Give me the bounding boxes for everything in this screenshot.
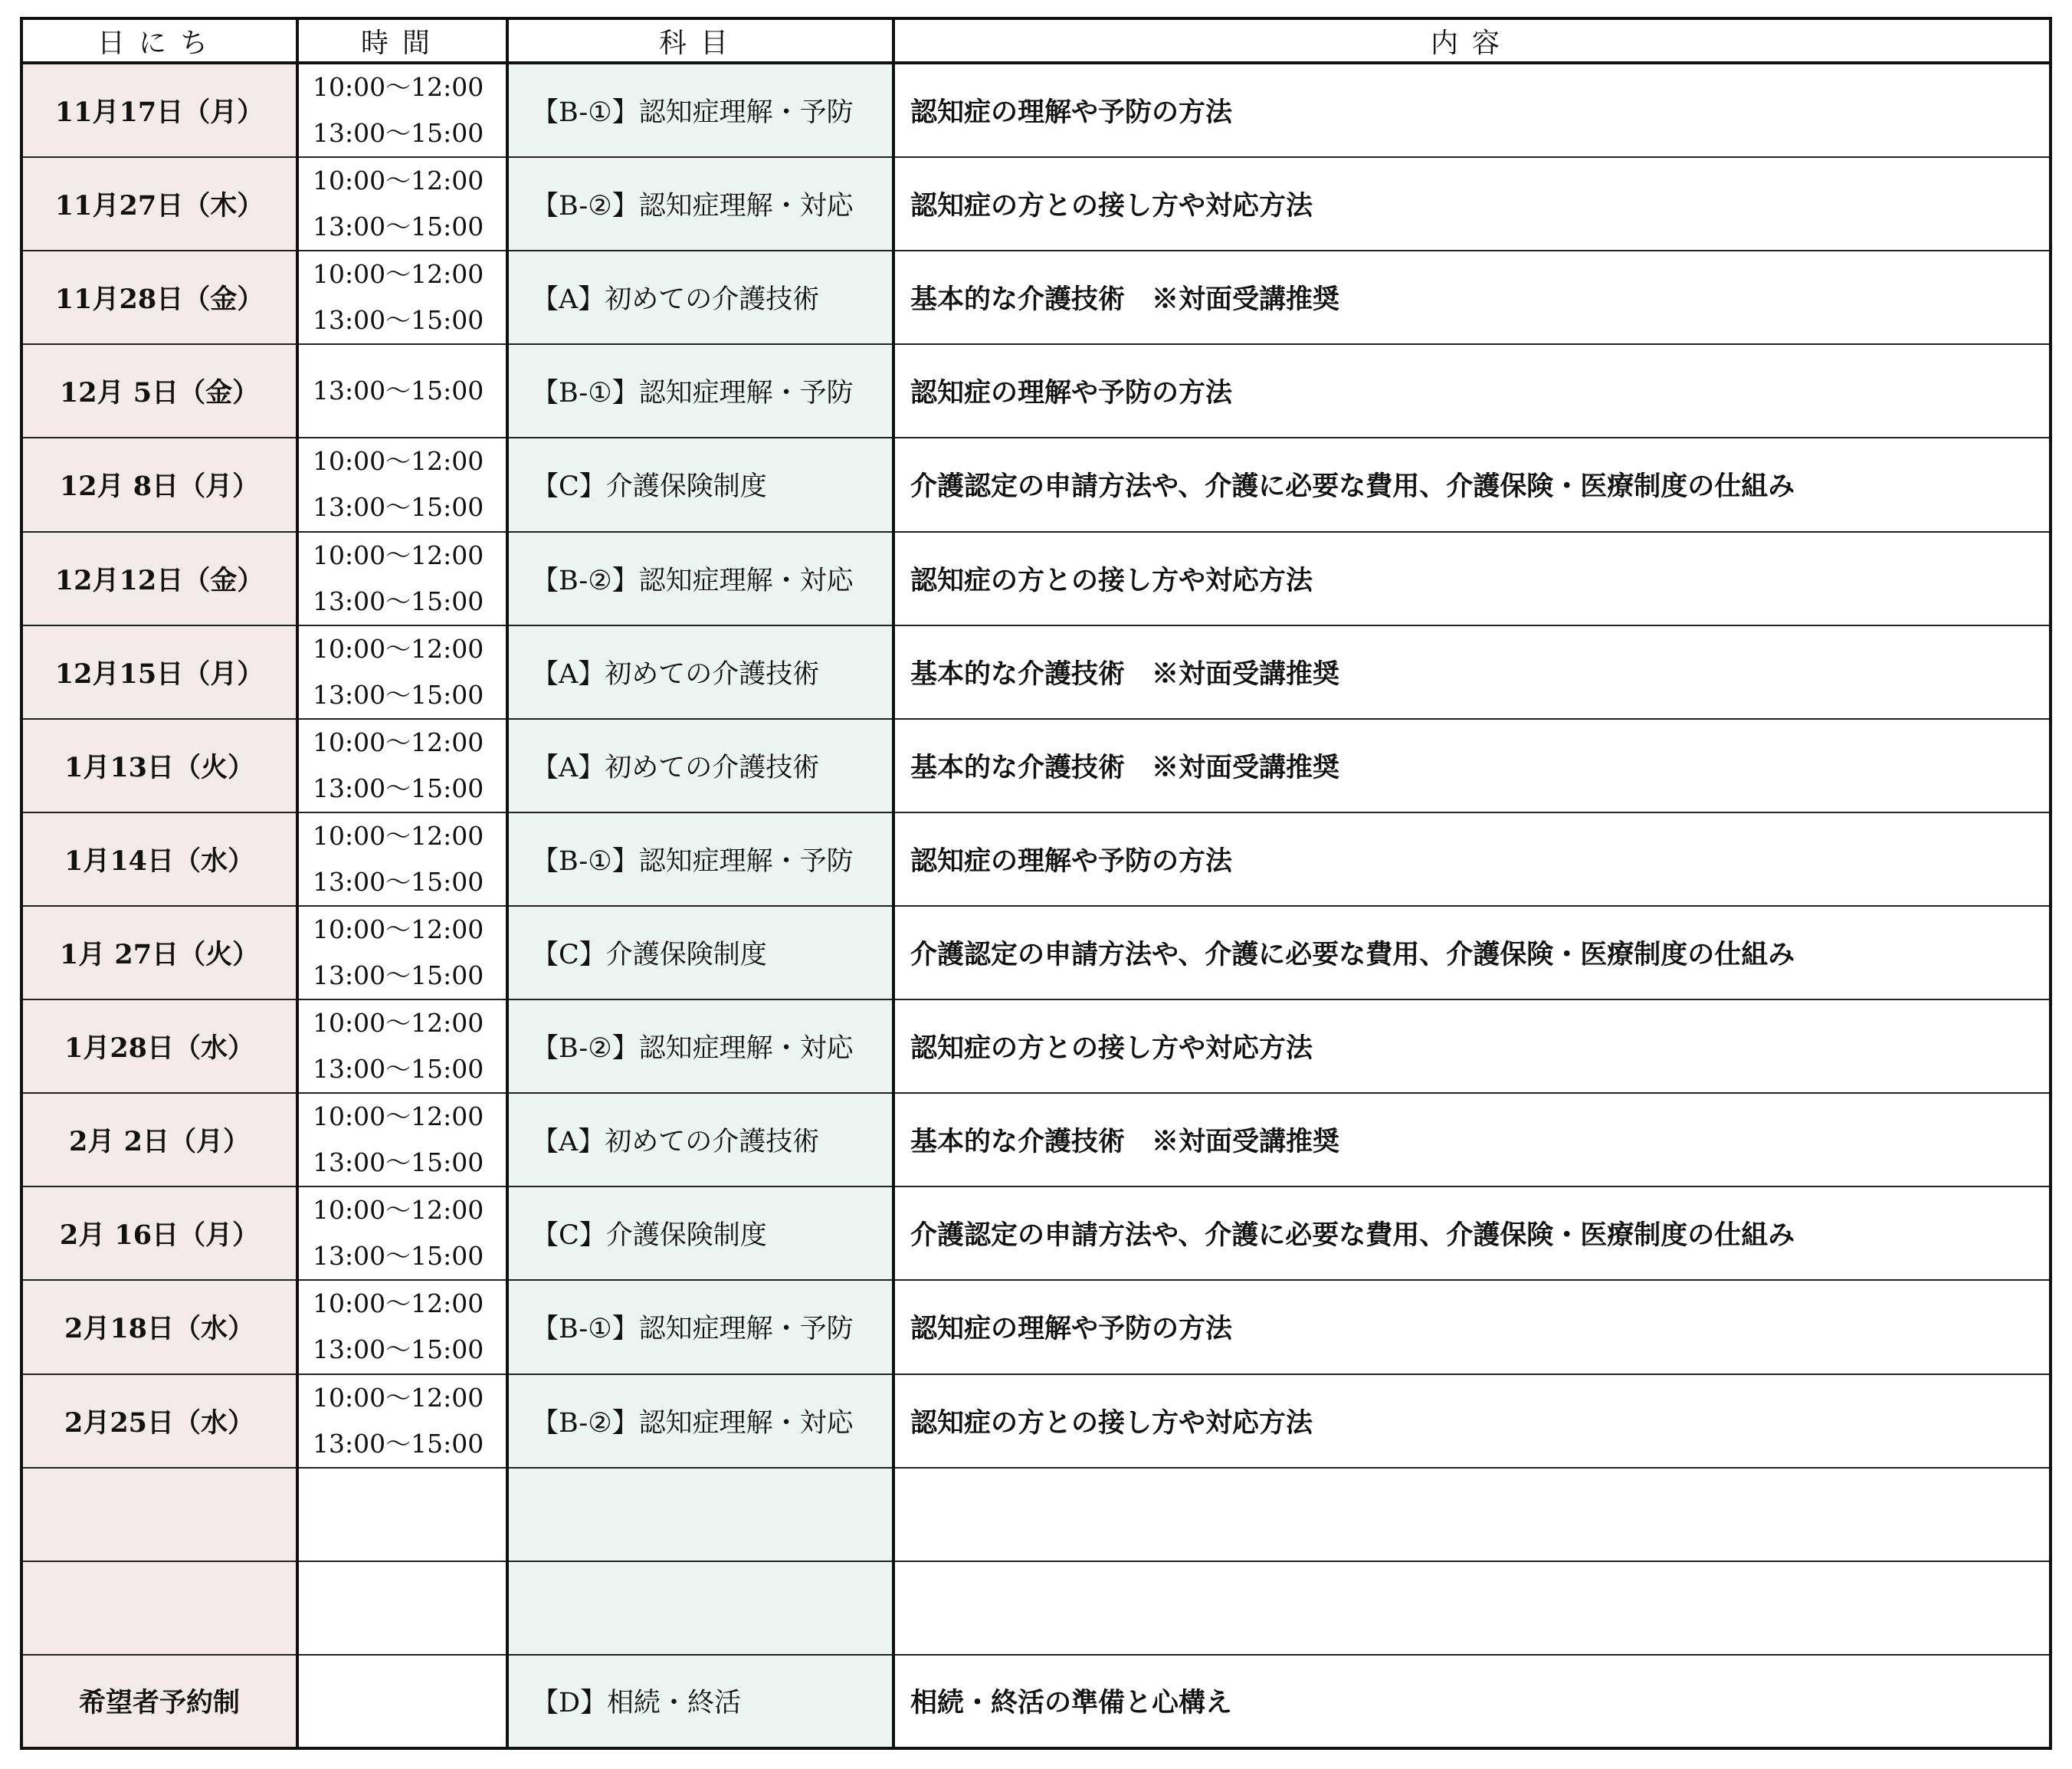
content-cell: 認知症の方との接し方や対応方法 bbox=[893, 532, 2051, 625]
date-cell: 2月 2日（月） bbox=[21, 1093, 297, 1186]
table-row bbox=[21, 625, 2051, 719]
subject-cell: 【B-①】認知症理解・予防 bbox=[507, 1280, 893, 1374]
table-row bbox=[21, 1374, 2051, 1468]
time-cell bbox=[297, 251, 507, 344]
subject-cell: 【A】初めての介護技術 bbox=[507, 625, 893, 719]
subject-cell bbox=[507, 1468, 893, 1561]
table-row bbox=[21, 1186, 2051, 1280]
time-slot-afternoon: 13:00〜15:00 bbox=[313, 1147, 484, 1178]
date-cell: 11月17日（月） bbox=[21, 63, 297, 157]
content-cell: 基本的な介護技術 ※対面受講推奨 bbox=[893, 251, 2051, 344]
time-slot-morning: 10:00〜12:00 bbox=[313, 1008, 484, 1039]
time-slot-morning: 10:00〜12:00 bbox=[313, 1101, 484, 1132]
date-cell: 12月12日（金） bbox=[21, 532, 297, 625]
date-cell: 12月15日（月） bbox=[21, 625, 297, 719]
table-row bbox=[21, 719, 2051, 812]
subject-cell bbox=[507, 1561, 893, 1655]
time-cell bbox=[297, 625, 507, 719]
time-slot-afternoon: 13:00〜15:00 bbox=[313, 305, 484, 336]
time-slot-morning: 10:00〜12:00 bbox=[313, 1382, 484, 1413]
time-slot-morning: 10:00〜12:00 bbox=[313, 259, 484, 290]
content-cell: 認知症の方との接し方や対応方法 bbox=[893, 157, 2051, 251]
subject-cell: 【B-①】認知症理解・予防 bbox=[507, 812, 893, 906]
time-cell bbox=[297, 63, 507, 157]
time-slot-afternoon: 13:00〜15:00 bbox=[313, 1428, 484, 1459]
subject-cell: 【A】初めての介護技術 bbox=[507, 719, 893, 812]
time-cell bbox=[297, 1655, 507, 1748]
time-cell bbox=[297, 344, 507, 438]
table-row bbox=[21, 63, 2051, 157]
time-cell bbox=[297, 1093, 507, 1186]
table-row bbox=[21, 1468, 2051, 1561]
time-slot-morning: 10:00〜12:00 bbox=[313, 540, 484, 570]
date-cell: 1月 27日（火） bbox=[21, 906, 297, 999]
time-slot-morning: 10:00〜12:00 bbox=[313, 633, 484, 664]
content-cell: 介護認定の申請方法や、介護に必要な費用、介護保険・医療制度の仕組み bbox=[893, 438, 2051, 531]
table-row bbox=[21, 999, 2051, 1093]
time-cell bbox=[297, 157, 507, 251]
content-cell: 認知症の理解や予防の方法 bbox=[893, 1280, 2051, 1374]
time-slot-afternoon: 13:00〜15:00 bbox=[313, 1054, 484, 1085]
table-row bbox=[21, 438, 2051, 531]
table-row bbox=[21, 812, 2051, 906]
time-slot-morning: 10:00〜12:00 bbox=[313, 446, 484, 477]
time-cell bbox=[297, 906, 507, 999]
date-cell: 1月14日（水） bbox=[21, 812, 297, 906]
date-cell: 希望者予約制 bbox=[21, 1655, 297, 1748]
time-cell bbox=[297, 438, 507, 531]
time-cell bbox=[297, 1561, 507, 1655]
date-cell: 11月27日（木） bbox=[21, 157, 297, 251]
time-slot-afternoon: 13:00〜15:00 bbox=[313, 118, 484, 149]
time-cell bbox=[297, 1280, 507, 1374]
content-cell: 認知症の理解や予防の方法 bbox=[893, 812, 2051, 906]
content-cell: 認知症の理解や予防の方法 bbox=[893, 344, 2051, 438]
content-cell: 基本的な介護技術 ※対面受講推奨 bbox=[893, 1093, 2051, 1186]
subject-cell: 【B-②】認知症理解・対応 bbox=[507, 157, 893, 251]
date-cell bbox=[21, 1468, 297, 1561]
subject-cell: 【B-②】認知症理解・対応 bbox=[507, 999, 893, 1093]
content-cell: 介護認定の申請方法や、介護に必要な費用、介護保険・医療制度の仕組み bbox=[893, 906, 2051, 999]
time-slot-morning: 13:00〜15:00 bbox=[313, 376, 484, 406]
time-slot-afternoon: 13:00〜15:00 bbox=[313, 866, 484, 897]
date-cell: 2月18日（水） bbox=[21, 1280, 297, 1374]
time-slot-morning: 10:00〜12:00 bbox=[313, 914, 484, 945]
header-subject: 科目 bbox=[507, 18, 893, 63]
header-row bbox=[21, 18, 2051, 63]
content-cell: 認知症の方との接し方や対応方法 bbox=[893, 1374, 2051, 1468]
table-row bbox=[21, 1561, 2051, 1655]
content-cell bbox=[893, 1561, 2051, 1655]
time-slot-afternoon: 13:00〜15:00 bbox=[313, 586, 484, 616]
content-cell bbox=[893, 1468, 2051, 1561]
date-cell: 1月13日（火） bbox=[21, 719, 297, 812]
schedule-table bbox=[20, 17, 2052, 1750]
table-row bbox=[21, 1655, 2051, 1748]
subject-cell: 【B-①】認知症理解・予防 bbox=[507, 63, 893, 157]
time-slot-morning: 10:00〜12:00 bbox=[313, 72, 484, 103]
header-date: 日にち bbox=[21, 18, 297, 63]
content-cell: 介護認定の申請方法や、介護に必要な費用、介護保険・医療制度の仕組み bbox=[893, 1186, 2051, 1280]
time-slot-morning: 10:00〜12:00 bbox=[313, 727, 484, 757]
time-slot-afternoon: 13:00〜15:00 bbox=[313, 1241, 484, 1272]
time-slot-morning: 10:00〜12:00 bbox=[313, 166, 484, 196]
subject-cell: 【C】介護保険制度 bbox=[507, 1186, 893, 1280]
date-cell: 12月 8日（月） bbox=[21, 438, 297, 531]
subject-cell: 【B-②】認知症理解・対応 bbox=[507, 532, 893, 625]
content-cell: 認知症の理解や予防の方法 bbox=[893, 63, 2051, 157]
subject-cell: 【A】初めての介護技術 bbox=[507, 251, 893, 344]
date-cell: 2月25日（水） bbox=[21, 1374, 297, 1468]
table-row bbox=[21, 532, 2051, 625]
content-cell: 基本的な介護技術 ※対面受講推奨 bbox=[893, 625, 2051, 719]
time-slot-afternoon: 13:00〜15:00 bbox=[313, 679, 484, 710]
table-row bbox=[21, 157, 2051, 251]
subject-cell: 【B-①】認知症理解・予防 bbox=[507, 344, 893, 438]
content-cell: 基本的な介護技術 ※対面受講推奨 bbox=[893, 719, 2051, 812]
time-slot-afternoon: 13:00〜15:00 bbox=[313, 960, 484, 991]
date-cell: 2月 16日（月） bbox=[21, 1186, 297, 1280]
table-row bbox=[21, 906, 2051, 999]
time-cell bbox=[297, 999, 507, 1093]
date-cell: 11月28日（金） bbox=[21, 251, 297, 344]
header-time: 時間 bbox=[297, 18, 507, 63]
time-slot-morning: 10:00〜12:00 bbox=[313, 1195, 484, 1226]
table-row bbox=[21, 251, 2051, 344]
date-cell: 12月 5日（金） bbox=[21, 344, 297, 438]
date-cell bbox=[21, 1561, 297, 1655]
time-slot-afternoon: 13:00〜15:00 bbox=[313, 773, 484, 803]
subject-cell: 【D】相続・終活 bbox=[507, 1655, 893, 1748]
date-cell: 1月28日（水） bbox=[21, 999, 297, 1093]
table-row bbox=[21, 1280, 2051, 1374]
time-cell bbox=[297, 1374, 507, 1468]
time-cell bbox=[297, 812, 507, 906]
content-cell: 相続・終活の準備と心構え bbox=[893, 1655, 2051, 1748]
time-cell bbox=[297, 719, 507, 812]
time-cell bbox=[297, 1468, 507, 1561]
table-row bbox=[21, 1093, 2051, 1186]
content-cell: 認知症の方との接し方や対応方法 bbox=[893, 999, 2051, 1093]
subject-cell: 【C】介護保険制度 bbox=[507, 438, 893, 531]
time-slot-afternoon: 13:00〜15:00 bbox=[313, 1334, 484, 1365]
table-row bbox=[21, 344, 2051, 438]
subject-cell: 【C】介護保険制度 bbox=[507, 906, 893, 999]
header-content: 内容 bbox=[893, 18, 2051, 63]
time-cell bbox=[297, 1186, 507, 1280]
time-slot-afternoon: 13:00〜15:00 bbox=[313, 212, 484, 242]
time-slot-morning: 10:00〜12:00 bbox=[313, 820, 484, 851]
time-cell bbox=[297, 532, 507, 625]
time-slot-afternoon: 13:00〜15:00 bbox=[313, 492, 484, 523]
subject-cell: 【B-②】認知症理解・対応 bbox=[507, 1374, 893, 1468]
time-slot-morning: 10:00〜12:00 bbox=[313, 1288, 484, 1319]
subject-cell: 【A】初めての介護技術 bbox=[507, 1093, 893, 1186]
